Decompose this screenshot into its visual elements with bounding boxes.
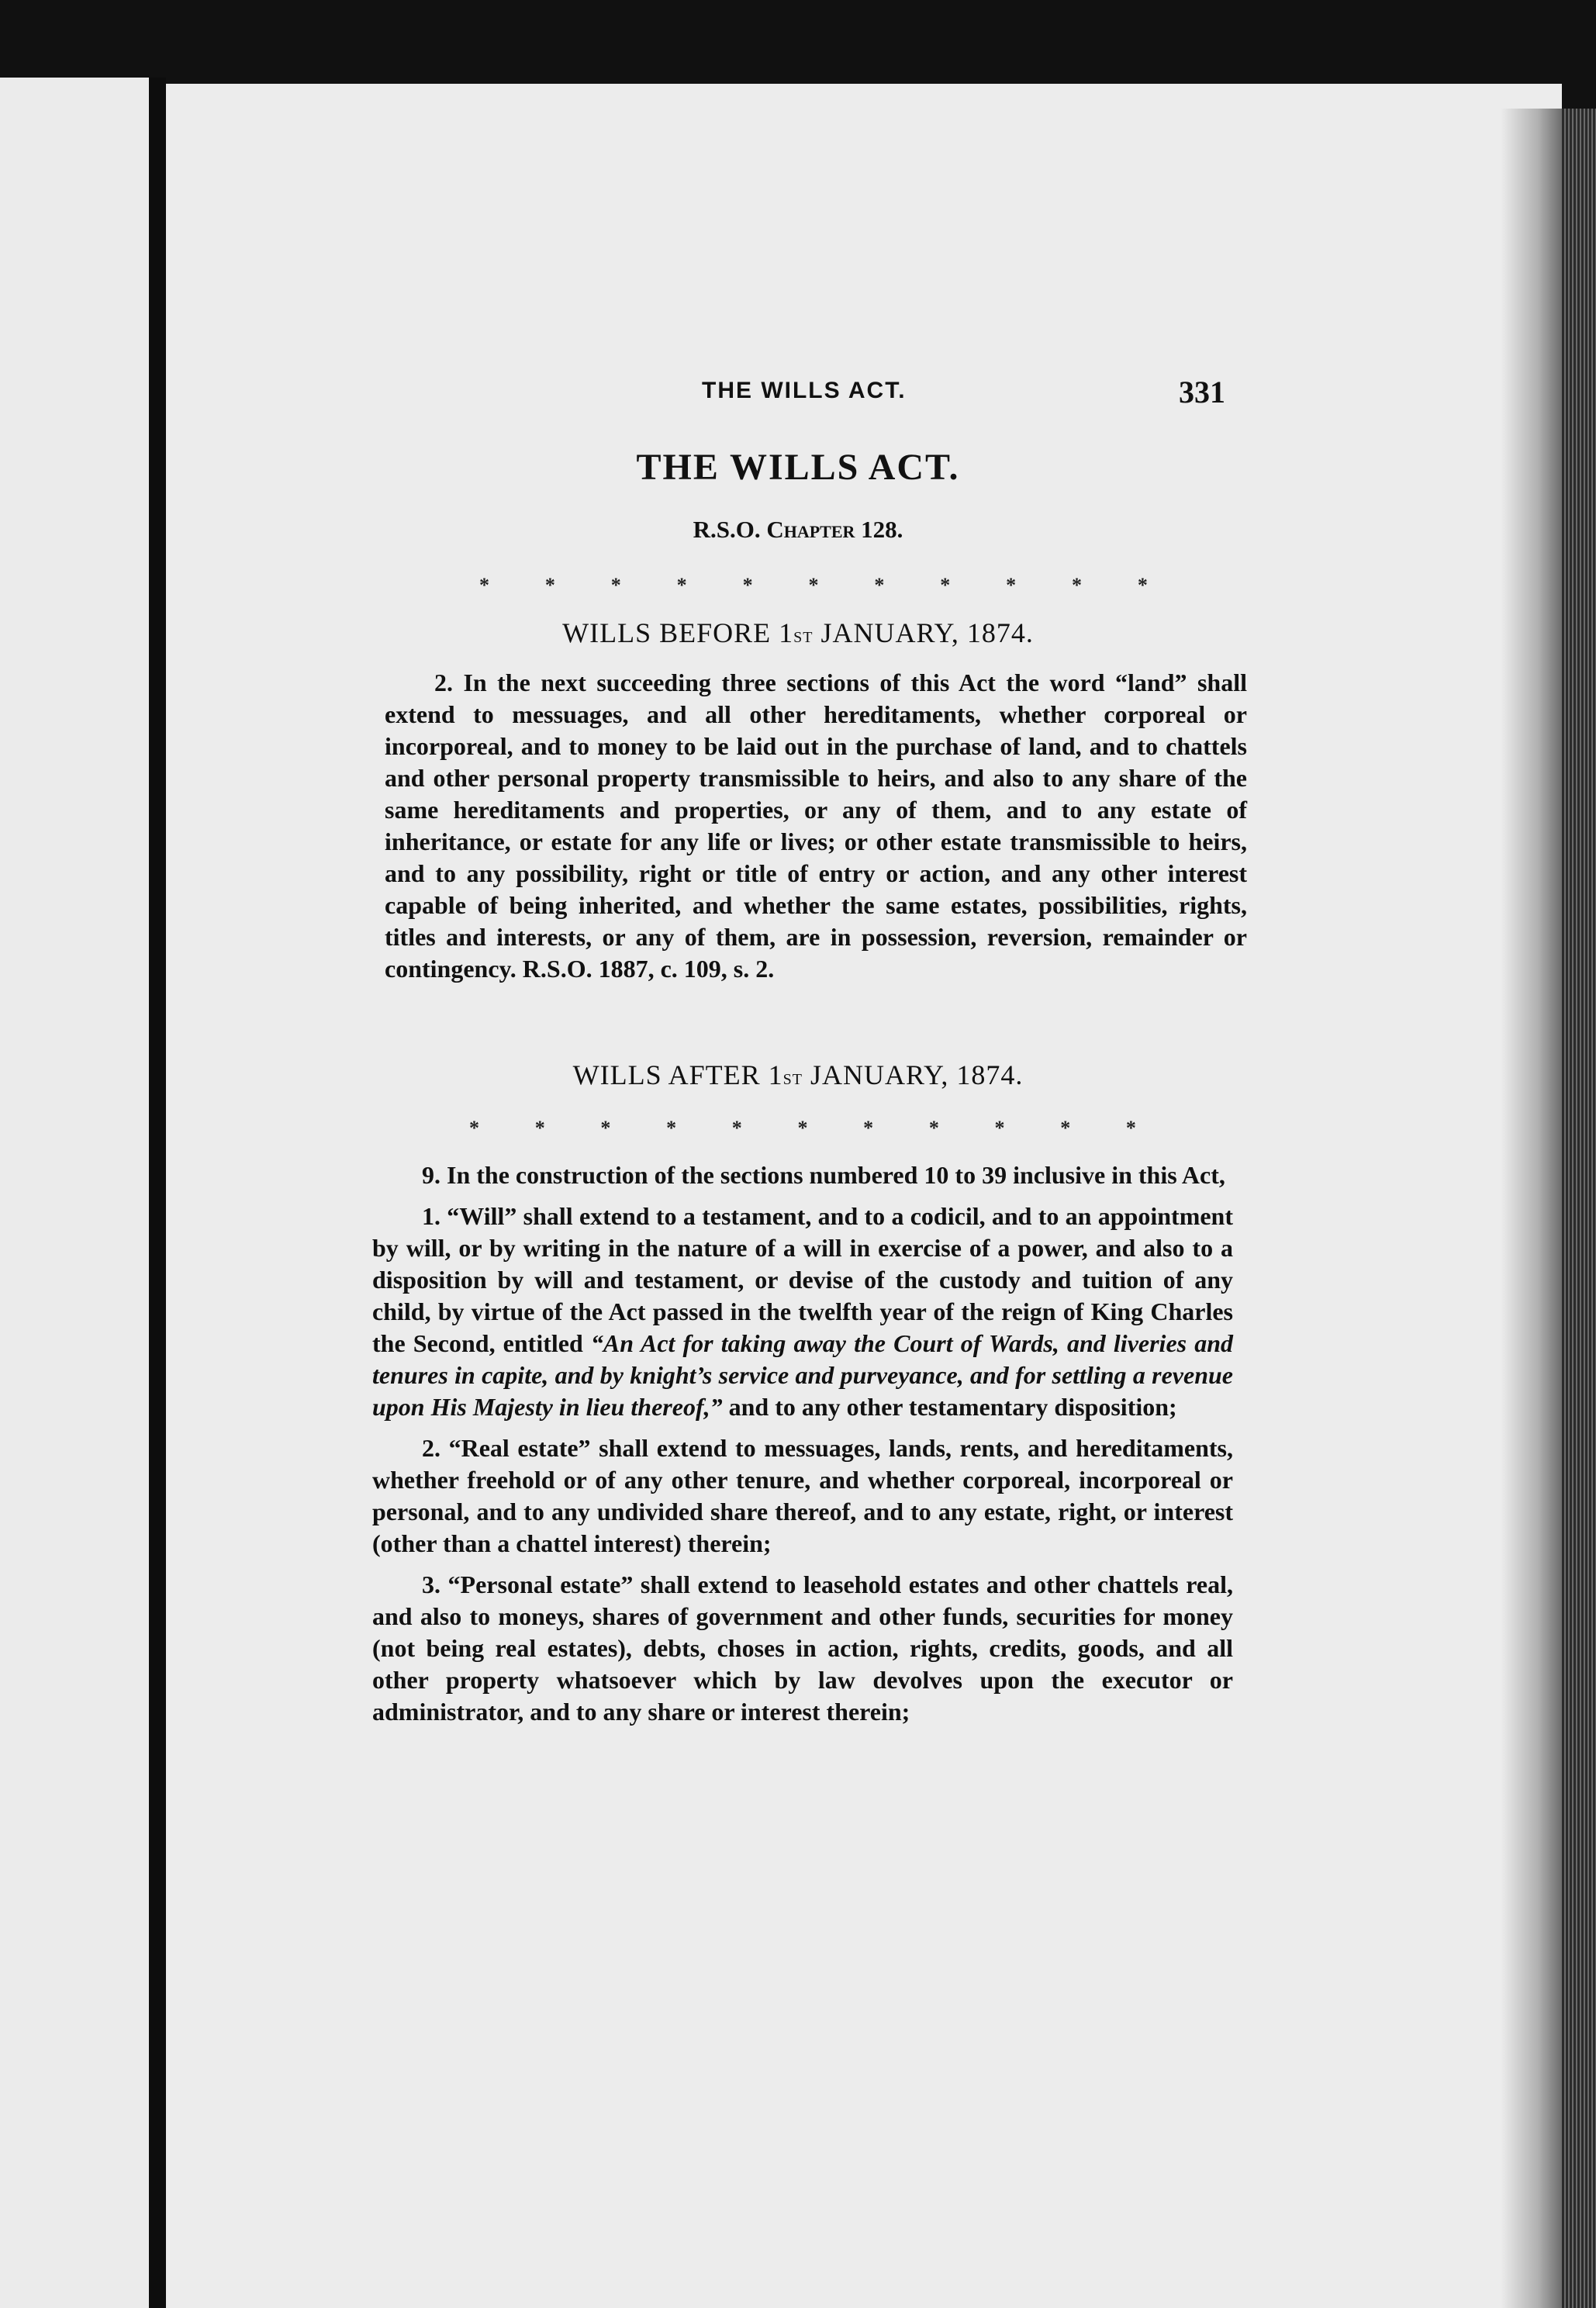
book-spine: [149, 78, 166, 2308]
definition-will: [372, 1201, 1233, 1423]
page-curl-shadow: [1501, 109, 1563, 2308]
star: *: [1072, 574, 1083, 596]
star: *: [469, 1117, 479, 1139]
star: *: [863, 1117, 874, 1139]
section-9-intro: 9. In the construction of the sections numbered 10 to 39 inclusive in this Act,: [422, 1161, 1225, 1189]
star: *: [808, 574, 819, 596]
left-facing-page: [0, 78, 149, 2308]
act-title: THE WILLS ACT.: [636, 447, 960, 488]
running-head-title: THE WILLS ACT.: [702, 378, 907, 403]
heading-text: JANUARY, 1874.: [802, 1059, 1024, 1090]
star: *: [666, 1117, 677, 1139]
star: *: [1125, 1117, 1136, 1139]
star: *: [610, 574, 621, 596]
omission-stars-2: [469, 1117, 1136, 1140]
star: *: [1060, 1117, 1071, 1139]
chapter-label: Chapter 128.: [766, 516, 903, 543]
definition-personal-estate: 3. “Personal estate” shall extend to leasehold estates and other chattels real, and also to moneys, shares of government and other funds, securities for money (not being real estates), debts, choses in action, rights, credits, goods, and all other property whatsoever which by law devolves upon the executor or administrator, and to any share or interest therein;: [372, 1570, 1233, 1726]
definition-text: and to any other testamentary disposition;: [722, 1393, 1177, 1421]
star: *: [544, 574, 555, 596]
section-heading-wills-before: [0, 617, 1596, 649]
section-9-text: [372, 1159, 1233, 1737]
star: *: [797, 1117, 808, 1139]
heading-ordinal: st: [793, 624, 814, 648]
star: *: [928, 1117, 939, 1139]
star: *: [742, 574, 753, 596]
star: *: [1137, 574, 1148, 596]
heading-text: WILLS AFTER 1: [572, 1059, 783, 1090]
act-title-citation: “An Act for taking away the Court of Wards, and liveries and tenures in capite, and by knight’s service and purveyance, and for settling a revenue upon His Majesty in lieu thereof,”: [372, 1329, 1234, 1421]
omission-stars-1: [479, 574, 1148, 597]
star: *: [994, 1117, 1005, 1139]
star: *: [479, 574, 489, 596]
star: *: [676, 574, 687, 596]
star: *: [600, 1117, 611, 1139]
star: *: [940, 574, 951, 596]
definition-text: 1. “Will” shall extend to a testament, and to a codicil, and to an appointment by will, or by writing in the nature of a will in exercise of a power, and also to a disposition by will and testament, or devise of the custody and tuition of any child, by virtue of the Act passed in the twelfth year of the reign of King Charles the Second, entitled: [372, 1202, 1233, 1357]
paragraph: 2. In the next succeeding three sections of this Act the word “land” shall extend to messuages, and all other hereditaments, whether corporeal or incorporeal, and to money to be laid out in the purchase of land, and to chattels and other personal property transmissible to heirs, and also to any share of the same hereditaments and properties, or any of them, and to any estate of inheritance, or estate for any life or lives; or other estate transmissible to heirs, and to any possibility, right or title of entry or action, and any other interest capable of being inherited, and whether the same estates, possibilities, rights, titles and interests, or any of them, are in possession, reversion, remainder or contingency. R.S.O. 1887, c. 109, s. 2.: [385, 669, 1247, 983]
star: *: [534, 1117, 545, 1139]
chapter-prefix: R.S.O.: [693, 516, 761, 543]
definition-real-estate: 2. “Real estate” shall extend to messuages, lands, rents, and hereditaments, whether freehold or of any other tenure, and whether corporeal, incorporeal or personal, and to any undivided share thereof, and to any estate, right, or interest (other than a chattel interest) therein;: [372, 1434, 1233, 1557]
page-stack-edge: [1562, 109, 1596, 2308]
star: *: [731, 1117, 742, 1139]
section-2-text: [385, 667, 1247, 994]
section-heading-wills-after: [0, 1059, 1596, 1091]
star: *: [1006, 574, 1017, 596]
heading-ordinal: st: [782, 1066, 803, 1090]
heading-text: WILLS BEFORE 1: [562, 617, 794, 648]
chapter-reference: [0, 516, 1596, 544]
page-number: 331: [1179, 375, 1225, 409]
star: *: [874, 574, 885, 596]
heading-text: JANUARY, 1874.: [813, 617, 1034, 648]
